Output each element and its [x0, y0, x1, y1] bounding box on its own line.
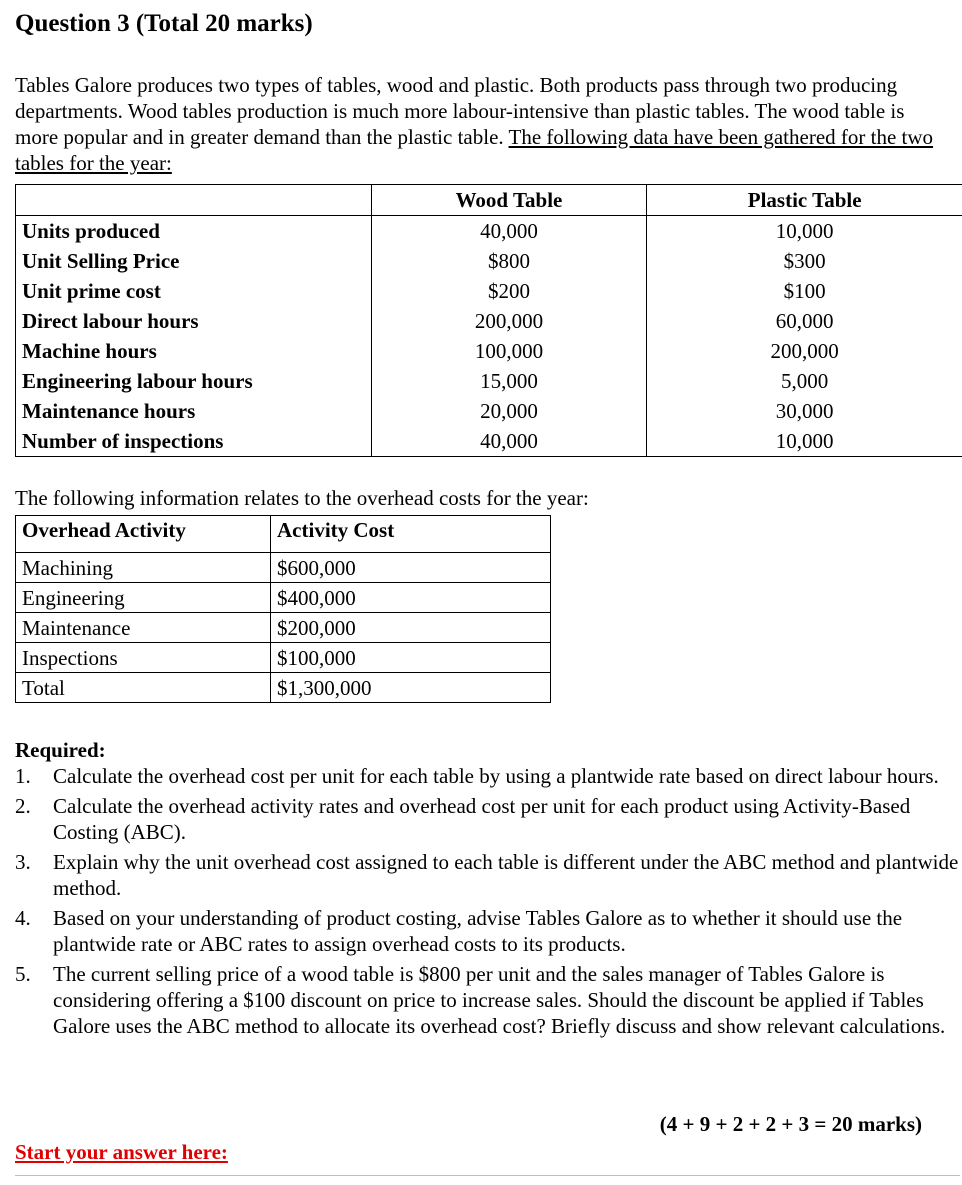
row-label: Unit Selling Price: [16, 246, 372, 276]
item-number: 4.: [15, 906, 31, 930]
header-wood-table: Wood Table: [371, 185, 647, 216]
product-data-table: [15, 184, 962, 457]
plastic-value: 10,000: [647, 216, 962, 247]
table-row: [16, 426, 962, 457]
item-text: Calculate the overhead activity rates and overhead cost per unit for each product using Activity-Based Costing (ABC).: [53, 794, 911, 844]
required-title: Required:: [15, 738, 106, 762]
activity-name: Maintenance: [16, 613, 271, 643]
table-row: [16, 553, 551, 583]
row-label: Units produced: [16, 216, 372, 247]
table-row: [16, 336, 962, 366]
wood-value: 20,000: [371, 396, 647, 426]
plastic-value: 10,000: [647, 426, 962, 457]
table-row: [16, 396, 962, 426]
row-label: Engineering labour hours: [16, 366, 372, 396]
row-label: Direct labour hours: [16, 306, 372, 336]
table-row: [16, 246, 962, 276]
plastic-value: 60,000: [647, 306, 962, 336]
table-row: [16, 613, 551, 643]
marks-breakdown: (4 + 9 + 2 + 2 + 3 = 20 marks): [659, 1112, 922, 1136]
wood-value: 100,000: [371, 336, 647, 366]
header-overhead-activity: Overhead Activity: [16, 516, 271, 553]
item-number: 5.: [15, 962, 31, 986]
start-answer-label: Start your answer here:: [15, 1140, 228, 1164]
list-item: [15, 793, 962, 845]
header-blank: [16, 185, 372, 216]
table-row: [16, 306, 962, 336]
table-header-row: [16, 185, 962, 216]
item-text: Explain why the unit overhead cost assigned to each table is different under the ABC method and plantwide method.: [53, 850, 959, 900]
activity-cost: $600,000: [271, 553, 551, 583]
activity-name: Machining: [16, 553, 271, 583]
intro-paragraph: [15, 72, 950, 176]
activity-name: Engineering: [16, 583, 271, 613]
wood-value: 40,000: [371, 426, 647, 457]
bottom-divider: [15, 1175, 960, 1176]
table-row: [16, 366, 962, 396]
list-item: [15, 849, 962, 901]
activity-name: Total: [16, 673, 271, 703]
header-activity-cost: Activity Cost: [271, 516, 551, 553]
item-text: Based on your understanding of product costing, advise Tables Galore as to whether it should use the plantwide rate or ABC rates to assign overhead costs to its products.: [53, 906, 903, 956]
list-item: [15, 905, 962, 957]
table-row: [16, 216, 962, 247]
overhead-header-row: [16, 516, 551, 553]
wood-value: 15,000: [371, 366, 647, 396]
plastic-value: 200,000: [647, 336, 962, 366]
wood-value: 40,000: [371, 216, 647, 247]
activity-name: Inspections: [16, 643, 271, 673]
table-row: [16, 643, 551, 673]
row-label: Machine hours: [16, 336, 372, 366]
table-row: [16, 673, 551, 703]
item-text: The current selling price of a wood table is $800 per unit and the sales manager of Tables Galore is considering offering a $100 discount on price to increase sales. Should the discount be applied if Tables Galore uses the ABC method to allocate its overhead cost? Briefly discuss and show relevant calculations.: [53, 962, 946, 1038]
plastic-value: 5,000: [647, 366, 962, 396]
activity-cost: $1,300,000: [271, 673, 551, 703]
item-text: Calculate the overhead cost per unit for each table by using a plantwide rate based on direct labour hours.: [53, 764, 939, 788]
wood-value: 200,000: [371, 306, 647, 336]
item-number: 1.: [15, 764, 31, 788]
row-label: Unit prime cost: [16, 276, 372, 306]
intro-text: Tables Galore produces two types of tables, wood and plastic. Both products pass through two producing departments. Wood tables production is much more labour-intensive than plastic tables. The wood table is more popular and in greater demand than the plastic table.: [15, 73, 905, 149]
item-number: 3.: [15, 850, 31, 874]
list-item: [15, 961, 962, 1039]
plastic-value: $100: [647, 276, 962, 306]
table-row: [16, 583, 551, 613]
row-label: Number of inspections: [16, 426, 372, 457]
item-number: 2.: [15, 794, 31, 818]
activity-cost: $200,000: [271, 613, 551, 643]
plastic-value: $300: [647, 246, 962, 276]
list-item: [15, 763, 962, 789]
question-heading: Question 3 (Total 20 marks): [15, 10, 313, 37]
activity-cost: $100,000: [271, 643, 551, 673]
overhead-intro: The following information relates to the overhead costs for the year:: [15, 486, 589, 510]
wood-value: $200: [371, 276, 647, 306]
required-list: [15, 763, 962, 1043]
plastic-value: 30,000: [647, 396, 962, 426]
overhead-cost-table: [15, 515, 551, 703]
table-row: [16, 276, 962, 306]
row-label: Maintenance hours: [16, 396, 372, 426]
wood-value: $800: [371, 246, 647, 276]
intro-last-line: The following data have been gathered for the two tables for the year:: [15, 125, 934, 175]
activity-cost: $400,000: [271, 583, 551, 613]
header-plastic-table: Plastic Table: [647, 185, 962, 216]
